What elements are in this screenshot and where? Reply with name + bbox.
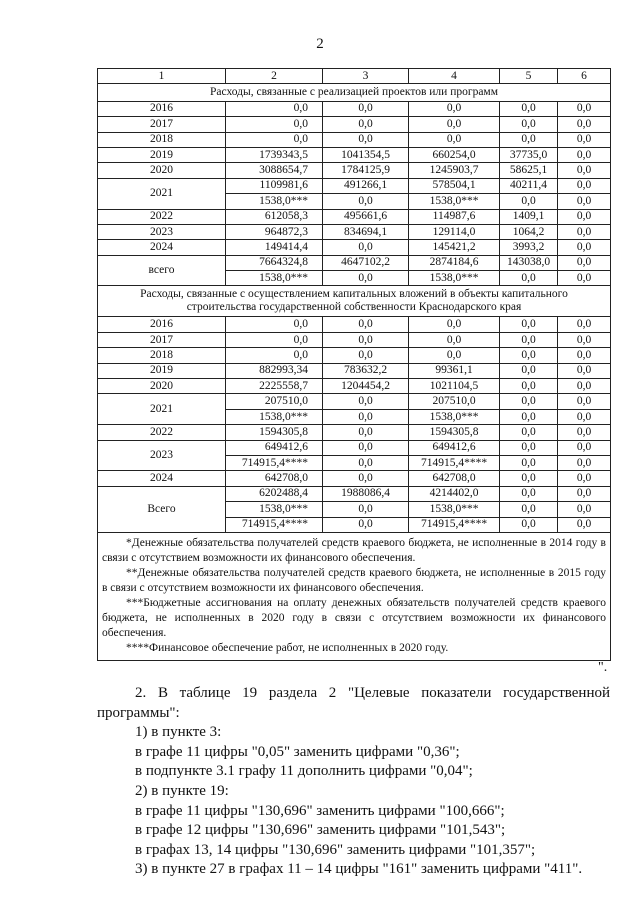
table-cell: 0,0 — [323, 425, 409, 440]
table-cell: 0,0 — [558, 502, 611, 517]
table-cell: 0,0 — [323, 132, 409, 147]
row-label: 2024 — [98, 471, 226, 486]
table-row — [98, 178, 611, 193]
header-cell: 3 — [323, 69, 409, 84]
table-cell: 964872,3 — [226, 224, 323, 239]
table-header-row — [98, 69, 611, 84]
table-cell: 783632,2 — [323, 363, 409, 378]
table-cell: 0,0 — [409, 317, 500, 332]
row-label: 2022 — [98, 425, 226, 440]
table-cell: 1538,0*** — [226, 194, 323, 209]
amendment-line: в графе 12 цифры "130,696" заменить цифрами "101,543"; — [135, 822, 506, 839]
table-cell: 0,0 — [558, 425, 611, 440]
table-cell: 1784125,9 — [323, 163, 409, 178]
table-cell: 114987,6 — [409, 209, 500, 224]
table-cell: 0,0 — [323, 502, 409, 517]
table-cell: 0,0 — [558, 178, 611, 193]
table-cell: 0,0 — [500, 271, 558, 286]
table-cell: 0,0 — [558, 163, 611, 178]
table-cell: 1021104,5 — [409, 379, 500, 394]
table-cell: 0,0 — [500, 332, 558, 347]
table-cell: 1041354,5 — [323, 147, 409, 162]
table-row — [98, 209, 611, 224]
table-row — [98, 486, 611, 501]
table-cell: 0,0 — [323, 240, 409, 255]
page-number: 2 — [316, 36, 324, 52]
table-cell: 0,0 — [500, 132, 558, 147]
row-label: 2017 — [98, 117, 226, 132]
footnotes — [98, 532, 611, 660]
table-cell: 0,0 — [323, 194, 409, 209]
table-cell: 0,0 — [409, 117, 500, 132]
row-label: Всего — [98, 486, 226, 532]
row-label: 2021 — [98, 178, 226, 209]
table-cell: 4214402,0 — [409, 486, 500, 501]
table-cell: 1204454,2 — [323, 379, 409, 394]
table-cell: 0,0 — [558, 117, 611, 132]
header-cell: 2 — [226, 69, 323, 84]
table-cell: 99361,1 — [409, 363, 500, 378]
table-cell: 0,0 — [500, 425, 558, 440]
table-cell: 0,0 — [500, 194, 558, 209]
row-label: 2019 — [98, 363, 226, 378]
row-label: 2016 — [98, 317, 226, 332]
table-cell: 0,0 — [558, 224, 611, 239]
footnote-1: *Денежные обязательства получателей средств краевого бюджета, не исполненные в 2014 году в связи с отсутствием возможности их финансового обеспечения. — [102, 536, 606, 564]
footnotes-row — [98, 532, 611, 660]
table-cell: 0,0 — [323, 332, 409, 347]
table-cell: 143038,0 — [500, 255, 558, 270]
table-cell: 0,0 — [500, 117, 558, 132]
financing-table — [97, 68, 611, 661]
row-label: всего — [98, 255, 226, 286]
table-cell: 0,0 — [500, 471, 558, 486]
table-cell: 834694,1 — [323, 224, 409, 239]
financing-table-body — [98, 69, 611, 661]
table-cell: 0,0 — [500, 379, 558, 394]
table-cell: 145421,2 — [409, 240, 500, 255]
table-cell: 1538,0*** — [409, 194, 500, 209]
header-cell: 1 — [98, 69, 226, 84]
table-row — [98, 471, 611, 486]
row-label: 2022 — [98, 209, 226, 224]
section1-title: Расходы, связанные с реализацией проектов или программ — [98, 84, 611, 101]
table-cell: 1538,0*** — [226, 271, 323, 286]
amendment-line: в графе 11 цифры "0,05" заменить цифрами "0,36"; — [135, 743, 460, 760]
table-cell: 0,0 — [226, 332, 323, 347]
table-cell: 0,0 — [558, 132, 611, 147]
row-label: 2020 — [98, 163, 226, 178]
table-cell: 0,0 — [558, 332, 611, 347]
row-label: 2023 — [98, 440, 226, 471]
table-cell: 0,0 — [558, 486, 611, 501]
table-cell: 1109981,6 — [226, 178, 323, 193]
table-cell: 0,0 — [323, 394, 409, 409]
row-label: 2019 — [98, 147, 226, 162]
table-row — [98, 240, 611, 255]
table-cell: 0,0 — [558, 409, 611, 424]
table-cell: 642708,0 — [226, 471, 323, 486]
table-cell: 0,0 — [226, 117, 323, 132]
table-cell: 0,0 — [500, 502, 558, 517]
footnote-2: **Денежные обязательства получателей средств краевого бюджета, не исполненные в 2015 году в связи с отсутствием возможности их финансового обеспечения. — [102, 566, 606, 594]
table-cell: 0,0 — [409, 332, 500, 347]
table-cell: 40211,4 — [500, 178, 558, 193]
header-cell: 4 — [409, 69, 500, 84]
table-cell: 0,0 — [558, 317, 611, 332]
table-cell: 3993,2 — [500, 240, 558, 255]
table-row — [98, 317, 611, 332]
table-cell: 0,0 — [323, 317, 409, 332]
table-row — [98, 224, 611, 239]
table-cell: 0,0 — [323, 517, 409, 532]
table-cell: 649412,6 — [409, 440, 500, 455]
table-cell: 0,0 — [558, 363, 611, 378]
table-cell: 0,0 — [558, 255, 611, 270]
table-cell: 649412,6 — [226, 440, 323, 455]
amendment-line: в подпункте 3.1 графу 11 дополнить цифрами "0,04"; — [135, 763, 473, 780]
table-cell: 660254,0 — [409, 147, 500, 162]
table-cell: 0,0 — [558, 394, 611, 409]
row-label: 2020 — [98, 379, 226, 394]
amendment-text — [97, 684, 610, 880]
table-cell: 0,0 — [226, 101, 323, 116]
table-cell: 0,0 — [323, 471, 409, 486]
table-cell: 0,0 — [500, 363, 558, 378]
table-cell: 2874184,6 — [409, 255, 500, 270]
table-cell: 0,0 — [226, 317, 323, 332]
header-cell: 6 — [558, 69, 611, 84]
amendment-line: в графах 13, 14 цифры "130,696" заменить цифрами "101,357"; — [135, 841, 536, 858]
amendment-line: 3) в пункте 27 в графах 11 – 14 цифры "161" заменить цифрами "411". — [135, 861, 583, 878]
table-cell: 0,0 — [323, 455, 409, 470]
table-cell: 0,0 — [323, 271, 409, 286]
table-row — [98, 163, 611, 178]
table-row — [98, 332, 611, 347]
table-cell: 1538,0*** — [409, 271, 500, 286]
table-cell: 207510,0 — [409, 394, 500, 409]
table-cell: 1594305,8 — [226, 425, 323, 440]
amendment-line: 2) в пункте 19: — [135, 782, 229, 799]
table-cell: 1409,1 — [500, 209, 558, 224]
table-cell: 1594305,8 — [409, 425, 500, 440]
table-row — [98, 440, 611, 455]
header-cell: 5 — [500, 69, 558, 84]
table-cell: 0,0 — [226, 132, 323, 147]
table-cell: 0,0 — [500, 455, 558, 470]
table-cell: 0,0 — [558, 147, 611, 162]
table-cell: 714915,4**** — [409, 517, 500, 532]
table-cell: 4647102,2 — [323, 255, 409, 270]
table-cell: 495661,6 — [323, 209, 409, 224]
row-label: 2016 — [98, 101, 226, 116]
table-cell: 6202488,4 — [226, 486, 323, 501]
table-row — [98, 394, 611, 409]
table-cell: 2225558,7 — [226, 379, 323, 394]
table-cell: 0,0 — [500, 517, 558, 532]
table-cell: 1988086,4 — [323, 486, 409, 501]
table-cell: 714915,4**** — [226, 455, 323, 470]
table-cell: 0,0 — [558, 455, 611, 470]
table-cell: 0,0 — [558, 379, 611, 394]
row-label: 2021 — [98, 394, 226, 425]
table-cell: 642708,0 — [409, 471, 500, 486]
table-cell: 0,0 — [500, 101, 558, 116]
footnote-4: ****Финансовое обеспечение работ, не исполненных в 2020 году. — [126, 641, 449, 654]
row-label: 2017 — [98, 332, 226, 347]
table-cell: 0,0 — [500, 409, 558, 424]
closing-quote: ". — [598, 660, 608, 675]
table-cell: 149414,4 — [226, 240, 323, 255]
table-cell: 1538,0*** — [226, 409, 323, 424]
table-cell: 714915,4**** — [409, 455, 500, 470]
paragraph-2: 2. В таблице 19 раздела 2 "Целевые показатели государственной программы": — [97, 685, 610, 721]
table-row — [98, 255, 611, 270]
section-title-row — [98, 84, 611, 101]
table-row — [98, 348, 611, 363]
table-cell: 714915,4**** — [226, 517, 323, 532]
table-row — [98, 117, 611, 132]
table-cell: 0,0 — [500, 394, 558, 409]
table-cell: 1538,0*** — [409, 409, 500, 424]
table-cell: 0,0 — [500, 317, 558, 332]
table-cell: 1538,0*** — [409, 502, 500, 517]
table-row — [98, 132, 611, 147]
section-title-row — [98, 286, 611, 317]
amendment-line: 1) в пункте 3: — [135, 724, 222, 741]
table-cell: 578504,1 — [409, 178, 500, 193]
table-cell: 882993,34 — [226, 363, 323, 378]
table-cell: 58625,1 — [500, 163, 558, 178]
table-row — [98, 363, 611, 378]
table-cell: 37735,0 — [500, 147, 558, 162]
table-row — [98, 147, 611, 162]
table-cell: 0,0 — [409, 348, 500, 363]
table-cell: 0,0 — [558, 209, 611, 224]
table-row — [98, 379, 611, 394]
table-cell: 0,0 — [323, 348, 409, 363]
table-cell: 0,0 — [558, 440, 611, 455]
table-cell: 0,0 — [323, 101, 409, 116]
table-cell: 1245903,7 — [409, 163, 500, 178]
table-cell: 0,0 — [409, 101, 500, 116]
footnote-3: ***Бюджетные ассигнования на оплату денежных обязательств получателей средств краевого бюджета, не исполненных в 2020 году в связи с отсутствием возможности их финансового обеспечения. — [102, 596, 606, 639]
table-cell: 0,0 — [409, 132, 500, 147]
table-cell: 0,0 — [558, 517, 611, 532]
table-cell: 612058,3 — [226, 209, 323, 224]
table-cell: 1739343,5 — [226, 147, 323, 162]
table-cell: 0,0 — [500, 440, 558, 455]
table-row — [98, 101, 611, 116]
table-cell: 0,0 — [500, 486, 558, 501]
table-cell: 3088654,7 — [226, 163, 323, 178]
table-cell: 0,0 — [500, 348, 558, 363]
table-cell: 0,0 — [558, 101, 611, 116]
table-cell: 0,0 — [558, 471, 611, 486]
table-cell: 0,0 — [558, 194, 611, 209]
row-label: 2023 — [98, 224, 226, 239]
table-cell: 0,0 — [323, 117, 409, 132]
row-label: 2018 — [98, 348, 226, 363]
table-cell: 207510,0 — [226, 394, 323, 409]
table-cell: 0,0 — [558, 348, 611, 363]
row-label: 2018 — [98, 132, 226, 147]
table-cell: 0,0 — [226, 348, 323, 363]
table-cell: 0,0 — [323, 440, 409, 455]
table-cell: 1538,0*** — [226, 502, 323, 517]
table-cell: 1064,2 — [500, 224, 558, 239]
table-cell: 0,0 — [558, 271, 611, 286]
section2-title: Расходы, связанные с осуществлением капитальных вложений в объекты капитального строительства государственной собственности Краснодарского края — [98, 286, 611, 317]
row-label: 2024 — [98, 240, 226, 255]
table-cell: 7664324,8 — [226, 255, 323, 270]
table-cell: 129114,0 — [409, 224, 500, 239]
table-cell: 491266,1 — [323, 178, 409, 193]
table-cell: 0,0 — [558, 240, 611, 255]
table-row — [98, 425, 611, 440]
amendment-line: в графе 11 цифры "130,696" заменить цифрами "100,666"; — [135, 802, 505, 819]
table-cell: 0,0 — [323, 409, 409, 424]
